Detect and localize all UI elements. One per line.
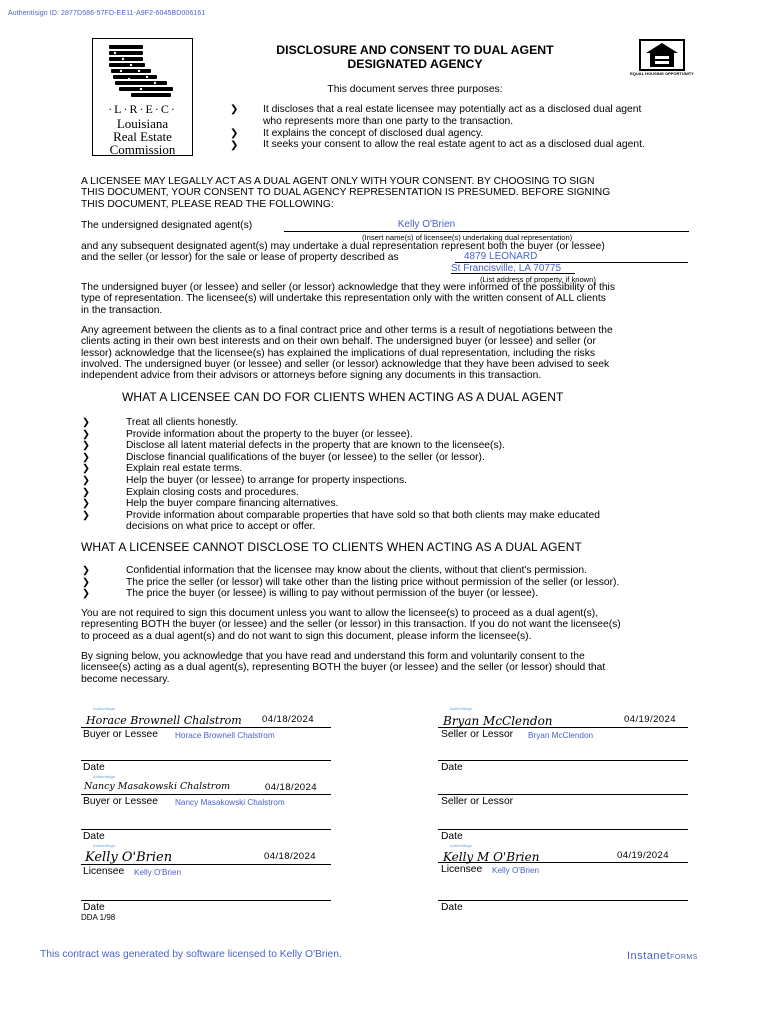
acknowledge-paragraph: The undersigned buyer (or lessee) and seller (or lessor) acknowledge that they were informed of the possibility of this type of representation. The licensee(s) will undertake this representation only with the written consent of ALL clients in the transaction. <box>81 282 615 316</box>
authentisign-tag: Authentisign <box>93 774 116 779</box>
buyer2-date: 04/18/2024 <box>265 782 318 793</box>
agent-name-field[interactable]: Kelly O'Brien <box>284 219 689 232</box>
cannot-list: Confidential information that the licensee may know about the clients, without that client's permission. The price the seller (or lessor) will take other than the listing price without permission of the seller (or lessor). The price the buyer (or lessee) is willing to pay without permission of the buyer (or lessee). <box>126 565 620 600</box>
brand-suffix: FORMS <box>670 954 698 961</box>
date-line <box>438 829 688 830</box>
date-line <box>438 900 688 901</box>
property-street-field[interactable]: 4879 LEONARD <box>455 251 688 263</box>
can-do-heading: WHAT A LICENSEE CAN DO FOR CLIENTS WHEN ACTING AS A DUAL AGENT <box>122 390 564 404</box>
buyer1-line <box>81 727 331 728</box>
instanet-brand <box>627 950 698 962</box>
seller1-signature[interactable]: Bryan McClendon <box>443 714 553 728</box>
lrec-name: Louisiana Real Estate Commission <box>109 116 176 157</box>
buyer2-signature[interactable]: Nancy Masakowski Chalstrom <box>84 781 231 792</box>
lrec-logo <box>92 38 193 156</box>
licensee2-label: Licensee <box>441 864 483 875</box>
date-line <box>438 760 688 761</box>
louisiana-map-icon <box>101 43 185 101</box>
buyer2-label: Buyer or Lessee <box>83 796 158 807</box>
equal-housing-icon <box>636 38 688 72</box>
licensee2-date: 04/19/2024 <box>617 850 670 861</box>
can-do-bullets: ❯ ❯ ❯ ❯ ❯ ❯ ❯ ❯ ❯ <box>82 417 90 521</box>
seller1-date: 04/19/2024 <box>624 714 677 725</box>
licensee2-name: Kelly O'Brien <box>492 866 540 875</box>
property-city-underline <box>451 273 575 274</box>
authentisign-tag: Authentisign <box>450 843 473 848</box>
purpose-bullets: ❯ ❯ ❯ <box>230 104 239 151</box>
footer-license-note: This contract was generated by software licensed to Kelly O'Brien. <box>40 949 342 960</box>
seller2-line <box>438 794 688 795</box>
authentisign-id: Authentisign ID: 2877D586-57FD-EE11-A9F2-6045BD006161 <box>8 10 206 17</box>
date-label: Date <box>441 902 463 913</box>
document-title: DISCLOSURE AND CONSENT TO DUAL AGENT DESIGNATED AGENCY <box>276 43 554 71</box>
property-caption: (List address of property, if known) <box>480 275 596 284</box>
date-label: Date <box>441 762 463 773</box>
agent-caption: (Insert name(s) of licensee(s) undertaking dual representation) <box>362 233 573 242</box>
subsequent-line: and any subsequent designated agent(s) may undertake a dual representation represent both the buyer (or lessee) and the seller (or lessor) for the sale or lease of property described as <box>81 241 605 264</box>
purposes-list: It discloses that a real estate licensee may potentially act as a disclosed dual agent who represents more than one party to the transaction. It explains the concept of disclosed dual agency. It seeks your consent to allow the real estate agent to act as a disclosed dual agent. <box>263 104 645 151</box>
buyer1-date: 04/18/2024 <box>262 714 315 725</box>
equal-housing-text: EQUAL HOUSING OPPORTUNITY <box>630 71 694 76</box>
buyer1-name: Horace Brownell Chalstrom <box>175 731 275 740</box>
seller1-label: Seller or Lessor <box>441 729 514 740</box>
licensee1-name: Kelly O'Brien <box>134 868 182 877</box>
buyer1-label: Buyer or Lessee <box>83 729 158 740</box>
agreement-paragraph: Any agreement between the clients as to a final contract price and other terms is a result of negotiations between the clients acting in their own best interests and on their own behalf. The undersigned buyer (or lessee) and seller (or lessor) acknowledge that the licensee(s) has explained the implications of dual representation, including the risks involved. The undersigned buyer (or lessee) and seller (or lessor) acknowledge that they have been advised to seek independent advice from their advisors or attorneys before signing any documents in this transaction. <box>81 325 613 382</box>
authentisign-tag: Authentisign <box>93 706 116 711</box>
brand-main: Instanet <box>627 950 671 962</box>
licensee1-signature[interactable]: Kelly O'Brien <box>85 850 173 865</box>
cannot-disclose-heading: WHAT A LICENSEE CANNOT DISCLOSE TO CLIENTS WHEN ACTING AS A DUAL AGENT <box>81 540 582 554</box>
date-label: Date <box>83 831 105 842</box>
equal-housing-logo <box>636 38 688 86</box>
seller1-name: Bryan McClendon <box>528 731 594 740</box>
consent-warning: A LICENSEE MAY LEGALLY ACT AS A DUAL AGENT ONLY WITH YOUR CONSENT. BY CHOOSING TO SIGN THIS DOCUMENT, YOUR CONSENT TO DUAL AGENCY REPRESENTATION IS PRESUMED. BEFORE SIGNING THIS DOCUMENT, PLEASE READ THE FOLLOWING: <box>81 176 611 210</box>
buyer2-name: Nancy Masakowski Chalstrom <box>175 798 285 807</box>
not-required-paragraph: You are not required to sign this document unless you want to allow the licensee(s) to proceed as a dual agent(s), representing BOTH the buyer (or lessee) and the seller (or lessor) in this transaction. If you do not want the licensee(s) to proceed as a dual agent(s) and do not want to sign this document, please inform the licensee(s). <box>81 608 621 642</box>
seller1-line <box>438 727 688 728</box>
undersigned-label: The undersigned designated agent(s) <box>81 220 253 231</box>
licensee1-label: Licensee <box>83 866 125 877</box>
purposes-intro: This document serves three purposes: <box>327 84 503 95</box>
buyer2-line <box>81 794 331 795</box>
can-do-list: Treat all clients honestly. Provide information about the property to the buyer (or lessee). Disclose all latent material defects in the property that are known to the licensee(s). Disclose financial qualifications of the buyer (or lessee) to the seller (or lessor). Explain real estate terms. Help the buyer (or lessee) to arrange for property inspections. Explain closing costs and procedures. Help the buyer compare financing alternatives. Provide information about comparable properties that have sold so that both clients may make educated decisions on what price to accept or offer. <box>126 417 600 533</box>
authentisign-tag: Authentisign <box>450 706 473 711</box>
signing-paragraph: By signing below, you acknowledge that you have read and understand this form and voluntarily consent to the licensee(s) acting as a dual agent(s), representing BOTH the buyer (or lessee) and the seller (or lessor) should that become necessary. <box>81 651 606 685</box>
cannot-bullets: ❯ ❯ ❯ <box>82 565 90 600</box>
date-line <box>81 829 331 830</box>
licensee2-signature[interactable]: Kelly M O'Brien <box>443 850 540 864</box>
licensee1-line <box>81 864 331 865</box>
seller2-label: Seller or Lessor <box>441 796 514 807</box>
date-label: Date <box>83 902 105 913</box>
form-code: DDA 1/98 <box>81 913 116 922</box>
authentisign-tag: Authentisign <box>93 843 116 848</box>
property-city[interactable]: St Francisville, LA 70775 <box>451 263 562 274</box>
date-label: Date <box>83 762 105 773</box>
lrec-acronym: ·L·R·E·C· <box>108 102 177 116</box>
licensee2-line <box>438 862 688 863</box>
date-label: Date <box>441 831 463 842</box>
licensee1-date: 04/18/2024 <box>264 851 317 862</box>
date-line <box>81 900 331 901</box>
date-line <box>81 760 331 761</box>
buyer1-signature[interactable]: Horace Brownell Chalstrom <box>86 714 242 727</box>
